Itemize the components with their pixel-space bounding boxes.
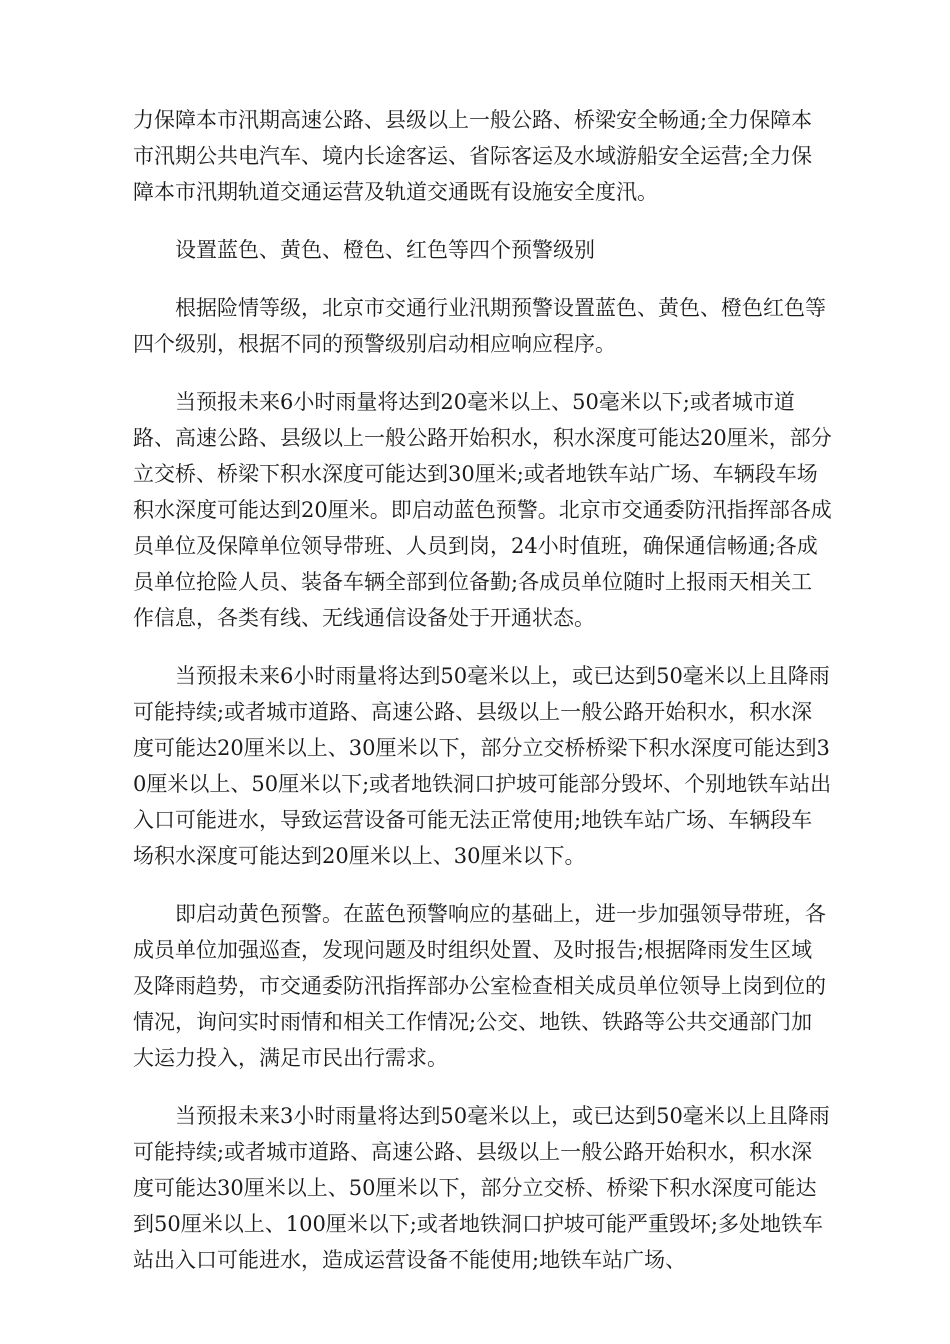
document-body [133,102,833,1278]
paragraph: 当预报未来6小时雨量将达到20毫米以上、50毫米以下;或者城市道路、高速公路、县级以上一般公路开始积水，积水深度可能达20厘米，部分立交桥、桥梁下积水深度可能达到30厘米;或者地铁车站广场、车辆段车场积水深度可能达到20厘米。即启动蓝色预警。北京市交通委防汛指挥部各成员单位及保障单位领导带班、人员到岗，24小时值班，确保通信畅通;各成员单位抢险人员、装备车辆全部到位备勤;各成员单位随时上报雨天相关工作信息，各类有线、无线通信设备处于开通状态。 [133,390,832,630]
paragraph: 当预报未来6小时雨量将达到50毫米以上，或已达到50毫米以上且降雨可能持续;或者城市道路、高速公路、县级以上一般公路开始积水，积水深度可能达20厘米以上、30厘米以下，部分立交桥桥梁下积水深度可能达到30厘米以上、50厘米以下;或者地铁洞口护坡可能部分毁坏、个别地铁车站出入口可能进水，导致运营设备可能无法正常使用;地铁车站广场、车辆段车场积水深度可能达到20厘米以上、30厘米以下。 [133,664,832,868]
paragraph: 即启动黄色预警。在蓝色预警响应的基础上，进一步加强领导带班，各成员单位加强巡查，发现问题及时组织处置、及时报告;根据降雨发生区域及降雨趋势，市交通委防汛指挥部办公室检查相关成员单位领导上岗到位的情况，询问实时雨情和相关工作情况;公交、地铁、铁路等公共交通部门加大运力投入，满足市民出行需求。 [133,902,826,1070]
paragraph-continued: 力保障本市汛期高速公路、县级以上一般公路、桥梁安全畅通;全力保障本市汛期公共电汽车、境内长途客运、省际客运及水域游船安全运营;全力保障本市汛期轨道交通运营及轨道交通既有设施安全度汛。 [133,108,813,204]
paragraph: 根据险情等级，北京市交通行业汛期预警设置蓝色、黄色、橙色红色等四个级别，根据不同的预警级别启动相应响应程序。 [133,296,826,356]
paragraph: 当预报未来3小时雨量将达到50毫米以上，或已达到50毫米以上且降雨可能持续;或者城市道路、高速公路、县级以上一般公路开始积水，积水深度可能达30厘米以上、50厘米以下，部分立交桥、桥梁下积水深度可能达到50厘米以上、100厘米以下;或者地铁洞口护坡可能严重毁坏;多处地铁车站出入口可能进水，造成运营设备不能使用;地铁车站广场、 [133,1104,830,1272]
section-heading: 设置蓝色、黄色、橙色、红色等四个预警级别 [175,238,595,262]
